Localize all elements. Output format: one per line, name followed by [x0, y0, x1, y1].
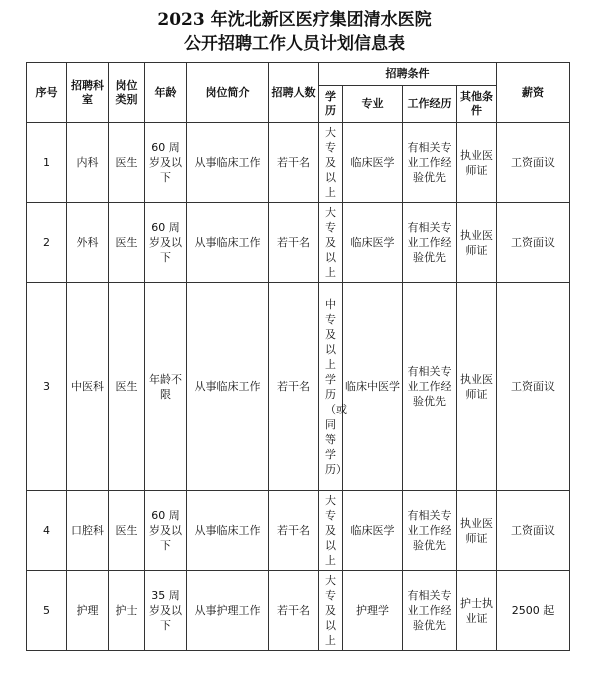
document-title-line1: 2023 年沈北新区医疗集团清水医院	[157, 10, 432, 30]
cell-education	[319, 203, 343, 283]
cell-category: 医生	[109, 203, 145, 283]
cell-other: 护士执业证	[457, 571, 497, 651]
table-row	[27, 203, 570, 283]
cell-age: 60 周岁及以下	[145, 491, 187, 571]
education-vertical-text: 大专及以上	[325, 126, 336, 199]
education-vertical-text: 大专及以上	[325, 494, 336, 567]
cell-education	[319, 123, 343, 203]
cell-desc: 从事护理工作	[187, 571, 269, 651]
cell-experience: 有相关专业工作经验优先	[403, 571, 457, 651]
cell-other: 执业医师证	[457, 283, 497, 491]
cell-seq: 1	[27, 123, 67, 203]
header-experience: 工作经历	[403, 86, 457, 123]
cell-major: 临床医学	[343, 203, 403, 283]
header-desc: 岗位简介	[187, 63, 269, 123]
table-row	[27, 123, 570, 203]
header-seq: 序号	[27, 63, 67, 123]
cell-major: 临床中医学	[343, 283, 403, 491]
education-vertical-text: 中专及以上学历（或同等学历）	[325, 297, 347, 476]
cell-salary: 2500 起	[497, 571, 570, 651]
cell-experience: 有相关专业工作经验优先	[403, 123, 457, 203]
cell-desc: 从事临床工作	[187, 123, 269, 203]
header-salary: 薪资	[497, 63, 570, 123]
cell-major: 临床医学	[343, 491, 403, 571]
cell-education	[319, 491, 343, 571]
document-title-line2: 公开招聘工作人员计划信息表	[184, 34, 405, 54]
recruitment-table	[26, 62, 570, 651]
cell-category: 医生	[109, 283, 145, 491]
header-category: 岗位类别	[109, 63, 145, 123]
cell-count: 若干名	[269, 123, 319, 203]
cell-age: 年龄不限	[145, 283, 187, 491]
cell-other: 执业医师证	[457, 203, 497, 283]
cell-count: 若干名	[269, 491, 319, 571]
cell-salary: 工资面议	[497, 491, 570, 571]
cell-age: 35 周岁及以下	[145, 571, 187, 651]
cell-seq: 4	[27, 491, 67, 571]
table-row	[27, 571, 570, 651]
cell-seq: 2	[27, 203, 67, 283]
cell-salary: 工资面议	[497, 283, 570, 491]
table-row	[27, 283, 570, 491]
cell-education	[319, 571, 343, 651]
header-education: 学历	[319, 86, 343, 123]
header-major: 专业	[343, 86, 403, 123]
header-age: 年龄	[145, 63, 187, 123]
cell-experience: 有相关专业工作经验优先	[403, 283, 457, 491]
cell-desc: 从事临床工作	[187, 283, 269, 491]
education-vertical-text: 大专及以上	[325, 206, 336, 279]
cell-major: 临床医学	[343, 123, 403, 203]
cell-count: 若干名	[269, 203, 319, 283]
cell-dept: 口腔科	[67, 491, 109, 571]
cell-experience: 有相关专业工作经验优先	[403, 203, 457, 283]
cell-dept: 护理	[67, 571, 109, 651]
cell-seq: 5	[27, 571, 67, 651]
cell-dept: 内科	[67, 123, 109, 203]
header-dept: 招聘科室	[67, 63, 109, 123]
cell-category: 医生	[109, 123, 145, 203]
header-count: 招聘人数	[269, 63, 319, 123]
cell-experience: 有相关专业工作经验优先	[403, 491, 457, 571]
cell-other: 执业医师证	[457, 491, 497, 571]
cell-seq: 3	[27, 283, 67, 491]
header-conditions: 招聘条件	[319, 63, 497, 86]
cell-dept: 外科	[67, 203, 109, 283]
cell-count: 若干名	[269, 571, 319, 651]
cell-education	[319, 283, 347, 491]
cell-desc: 从事临床工作	[187, 203, 269, 283]
cell-salary: 工资面议	[497, 203, 570, 283]
cell-count: 若干名	[269, 283, 319, 491]
cell-age: 60 周岁及以下	[145, 123, 187, 203]
header-other: 其他条件	[457, 86, 497, 123]
cell-major: 护理学	[343, 571, 403, 651]
cell-category: 医生	[109, 491, 145, 571]
cell-desc: 从事临床工作	[187, 491, 269, 571]
cell-other: 执业医师证	[457, 123, 497, 203]
cell-dept: 中医科	[67, 283, 109, 491]
cell-age: 60 周岁及以下	[145, 203, 187, 283]
education-vertical-text: 大专及以上	[325, 574, 336, 647]
table-row	[27, 491, 570, 571]
cell-category: 护士	[109, 571, 145, 651]
cell-salary: 工资面议	[497, 123, 570, 203]
